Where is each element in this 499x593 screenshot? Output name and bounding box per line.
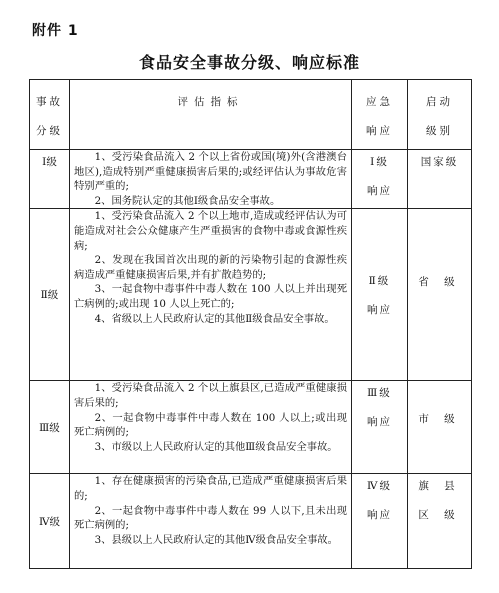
header-response-cell [352, 80, 408, 150]
start-level-cell [408, 150, 472, 209]
grade-cell [30, 474, 70, 569]
start-level: 市 级 [418, 413, 461, 426]
start-level-cell [408, 474, 472, 569]
response-level: Ⅱ级 [368, 274, 391, 287]
criterion-text: 1、存在健康损害的污染食品,已造成严重健康损害后果的; [74, 475, 347, 502]
response-level: Ⅳ级 [367, 480, 392, 493]
criterion-text: 3、市级以上人民政府认定的其他Ⅲ级食品安全事故。 [94, 440, 338, 453]
header-start-level-cell [408, 80, 472, 150]
grading-table [29, 79, 472, 569]
header-response-top: 应急 [366, 96, 393, 108]
grade-label: Ⅱ级 [40, 289, 59, 302]
header-criteria-cell [70, 80, 352, 150]
header-start-bottom: 级别 [426, 125, 453, 137]
response-cell [352, 381, 408, 474]
criterion-text: 1、受污染食品流入 2 个以上省份或国(境)外(含港澳台地区),造成特别严重健康损害后果的;或经评估认为事故危害特别严重的; [74, 151, 347, 193]
table-row-grade-3 [30, 381, 472, 474]
header-grade-top: 事故 [36, 96, 63, 108]
criterion-text: 3、一起食物中毒事件中毒人数在 100 人以上并出现死亡病例的;或出现 10 人以上死亡的; [74, 283, 347, 310]
grade-cell [30, 381, 70, 474]
header-criteria: 评估指标 [177, 96, 244, 108]
grade-label: Ⅳ级 [39, 515, 60, 528]
grade-label: Ⅲ级 [39, 421, 60, 434]
response-level: Ⅲ级 [367, 387, 392, 400]
criteria-cell [70, 474, 352, 569]
criterion-text: 2、发现在我国首次出现的新的污染物引起的食源性疾病造成严重健康损害后果,并有扩散趋势的; [74, 254, 347, 281]
grade-cell [30, 150, 70, 209]
criteria-cell [70, 209, 352, 381]
criterion-text: 2、一起食物中毒事件中毒人数在 99 人以下,且未出现死亡病例的; [74, 504, 347, 532]
response-label: 响应 [367, 416, 392, 429]
response-label: 响应 [367, 185, 392, 197]
grade-cell [30, 209, 70, 381]
header-start-top: 启动 [426, 96, 453, 108]
document-title: 食品安全事故分级、响应标准 [138, 53, 360, 72]
start-level-cell [408, 381, 472, 474]
response-cell [352, 474, 408, 569]
start-level-cell [408, 209, 472, 381]
criterion-text: 1、受污染食品流入 2 个以上旗县区,已造成严重健康损害后果的; [74, 382, 347, 409]
header-grade-bottom: 分级 [36, 125, 63, 137]
header-response-bottom: 响应 [366, 125, 393, 137]
response-cell [352, 209, 408, 381]
response-level: Ⅰ级 [370, 156, 389, 168]
grade-label: Ⅰ级 [42, 156, 57, 168]
table-row-grade-1 [30, 150, 472, 209]
criterion-text: 2、一起食物中毒事件中毒人数在 100 人以上;或出现死亡病例的; [74, 411, 347, 439]
start-level-top: 旗 县 [418, 480, 461, 493]
response-label: 响应 [367, 303, 392, 316]
criterion-text: 4、省级以上人民政府认定的其他Ⅱ级食品安全事故。 [94, 312, 335, 325]
start-level: 国家级 [420, 156, 459, 168]
response-label: 响应 [367, 509, 392, 522]
response-cell [352, 150, 408, 209]
criteria-cell [70, 381, 352, 474]
criteria-cell [70, 150, 352, 209]
attachment-label: 附件 1 [32, 23, 79, 39]
table-row-grade-4 [30, 474, 472, 569]
start-level: 省 级 [418, 276, 461, 289]
start-level-bottom: 区 级 [418, 509, 461, 522]
header-grade-cell [30, 80, 70, 150]
criterion-text: 2、国务院认定的其他Ⅰ级食品安全事故。 [94, 194, 281, 207]
table-row-grade-2 [30, 209, 472, 381]
table-header-row [30, 80, 472, 150]
criterion-text: 1、受污染食品流入 2 个以上地市,造成或经评估认为可能造成对社会公众健康产生严重损害的食物中毒或食源性疾病; [74, 210, 347, 252]
criterion-text: 3、县级以上人民政府认定的其他Ⅳ级食品安全事故。 [94, 533, 338, 546]
